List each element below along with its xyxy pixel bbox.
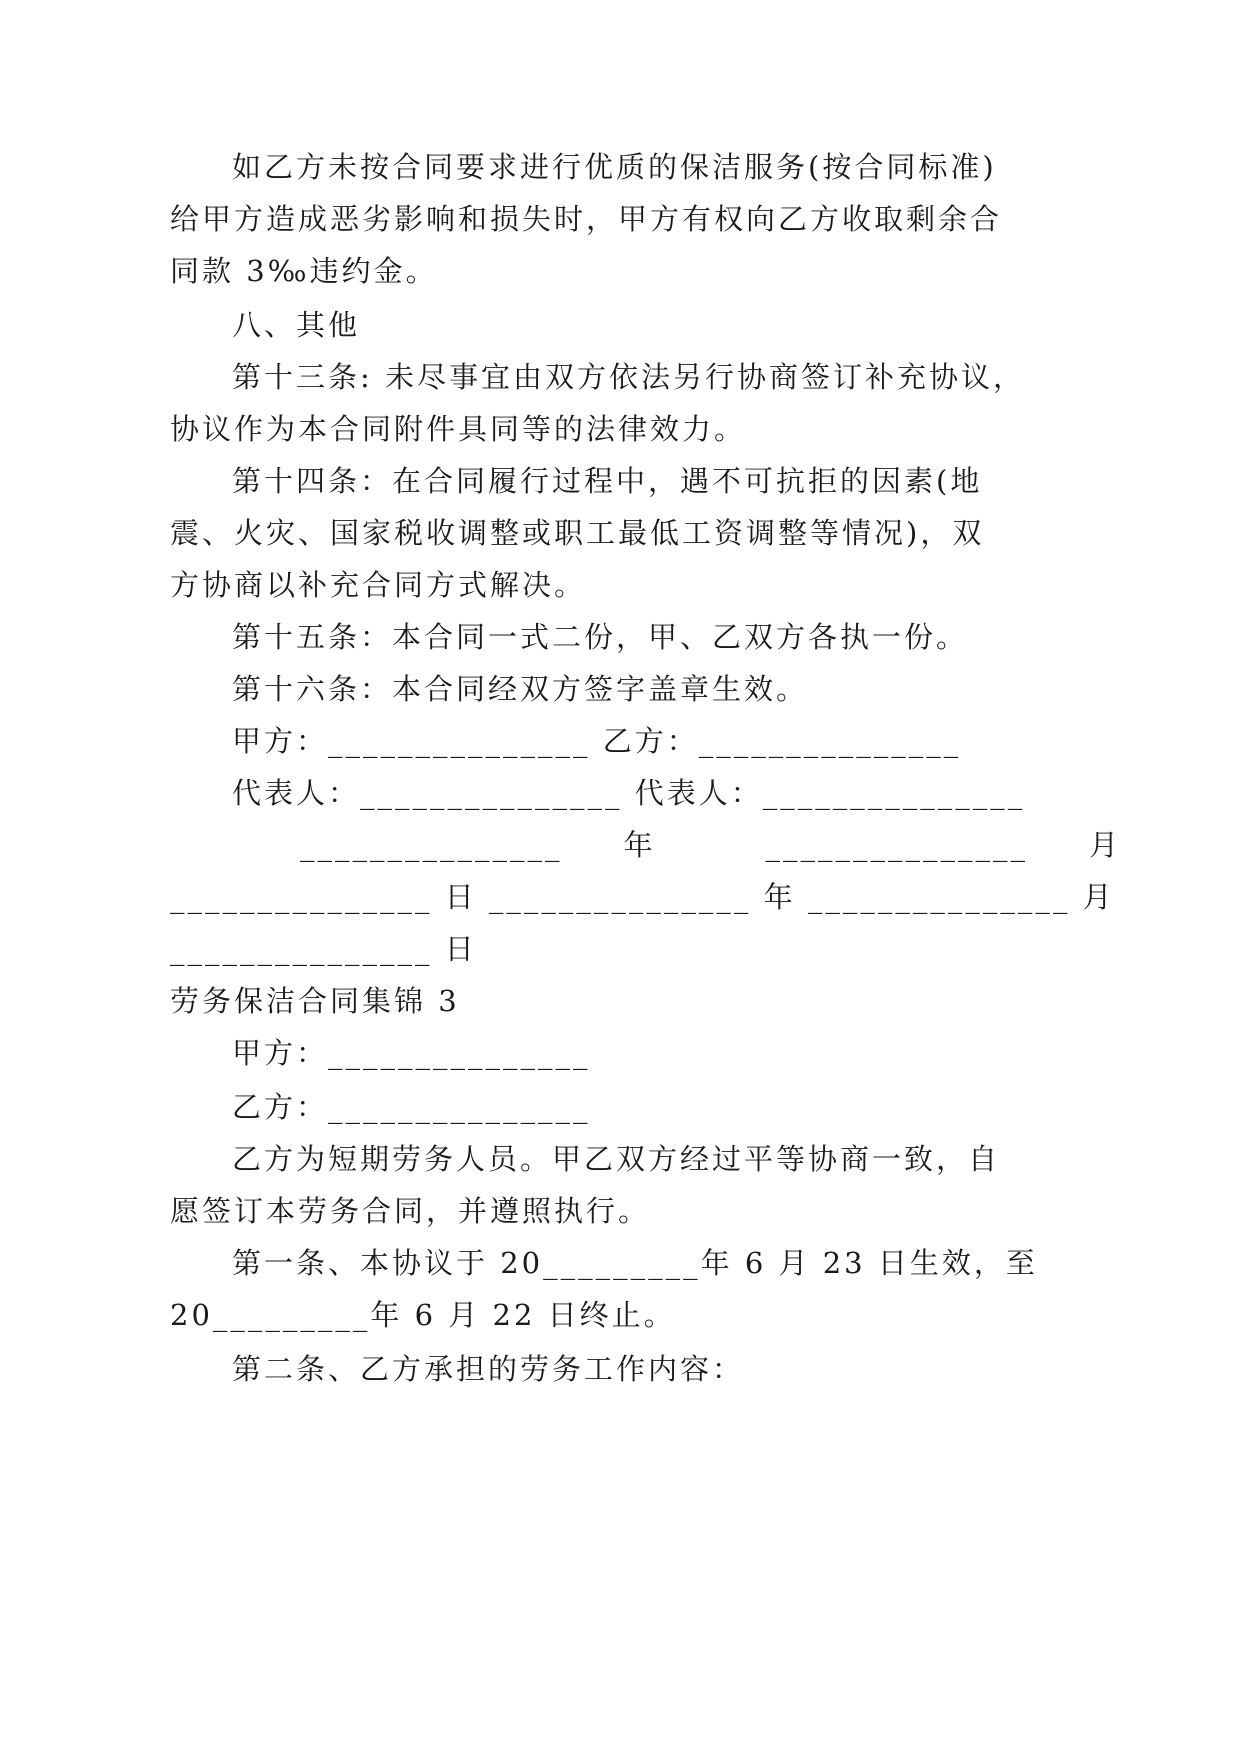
signature-date-line-2: _______________ 日 _______________ 年 _______________ 月 — [170, 880, 1115, 914]
paragraph-breach-line-3: 同款 3‰违约金。 — [170, 254, 438, 288]
article-14-line-3: 方协商以补充合同方式解决。 — [170, 568, 587, 602]
article-16: 第十六条：本合同经双方签字盖章生效。 — [232, 672, 809, 706]
document-section-title: 劳务保洁合同集锦 3 — [170, 984, 460, 1018]
intro-line-2: 愿签订本劳务合同，并遵照执行。 — [170, 1194, 651, 1228]
article-14-line-2: 震、火灾、国家税收调整或职工最低工资调整等情况)，双 — [170, 516, 985, 550]
article-14-line-1: 第十四条：在合同履行过程中，遇不可抗拒的因素(地 — [232, 464, 983, 498]
intro-line-1: 乙方为短期劳务人员。甲乙双方经过平等协商一致，自 — [232, 1142, 1001, 1176]
signature-party-line: 甲方：_______________ 乙方：_______________ — [232, 724, 962, 758]
article-15: 第十五条：本合同一式二份，甲、乙双方各执一份。 — [232, 620, 969, 654]
signature-date-line-3: _______________ 日 — [170, 932, 477, 966]
party-a-field: 甲方：_______________ — [232, 1036, 591, 1070]
article-13-line-2: 协议作为本合同附件具同等的法律效力。 — [170, 412, 747, 446]
signature-date-line-1: _______________ 年 _______________ 月 — [300, 828, 1122, 862]
party-b-field: 乙方：_______________ — [232, 1090, 591, 1124]
article-13-line-1: 第十三条: 未尽事宜由双方依法另行协商签订补充协议， — [232, 360, 1025, 394]
paragraph-breach-line-2: 给甲方造成恶劣影响和损失时，甲方有权向乙方收取剩余合 — [170, 202, 1003, 236]
article-1-line-1: 第一条、本协议于 20_________年 6 月 23 日生效，至 — [232, 1246, 1038, 1280]
article-1-line-2: 20_________年 6 月 22 日终止。 — [170, 1298, 676, 1332]
article-2-heading: 第二条、乙方承担的劳务工作内容： — [232, 1352, 745, 1386]
paragraph-breach-line-1: 如乙方未按合同要求进行优质的保洁服务(按合同标准) — [232, 150, 997, 184]
signature-representative-line: 代表人：_______________ 代表人：_______________ — [232, 776, 1026, 810]
section-heading-other: 八、其他 — [232, 308, 361, 342]
